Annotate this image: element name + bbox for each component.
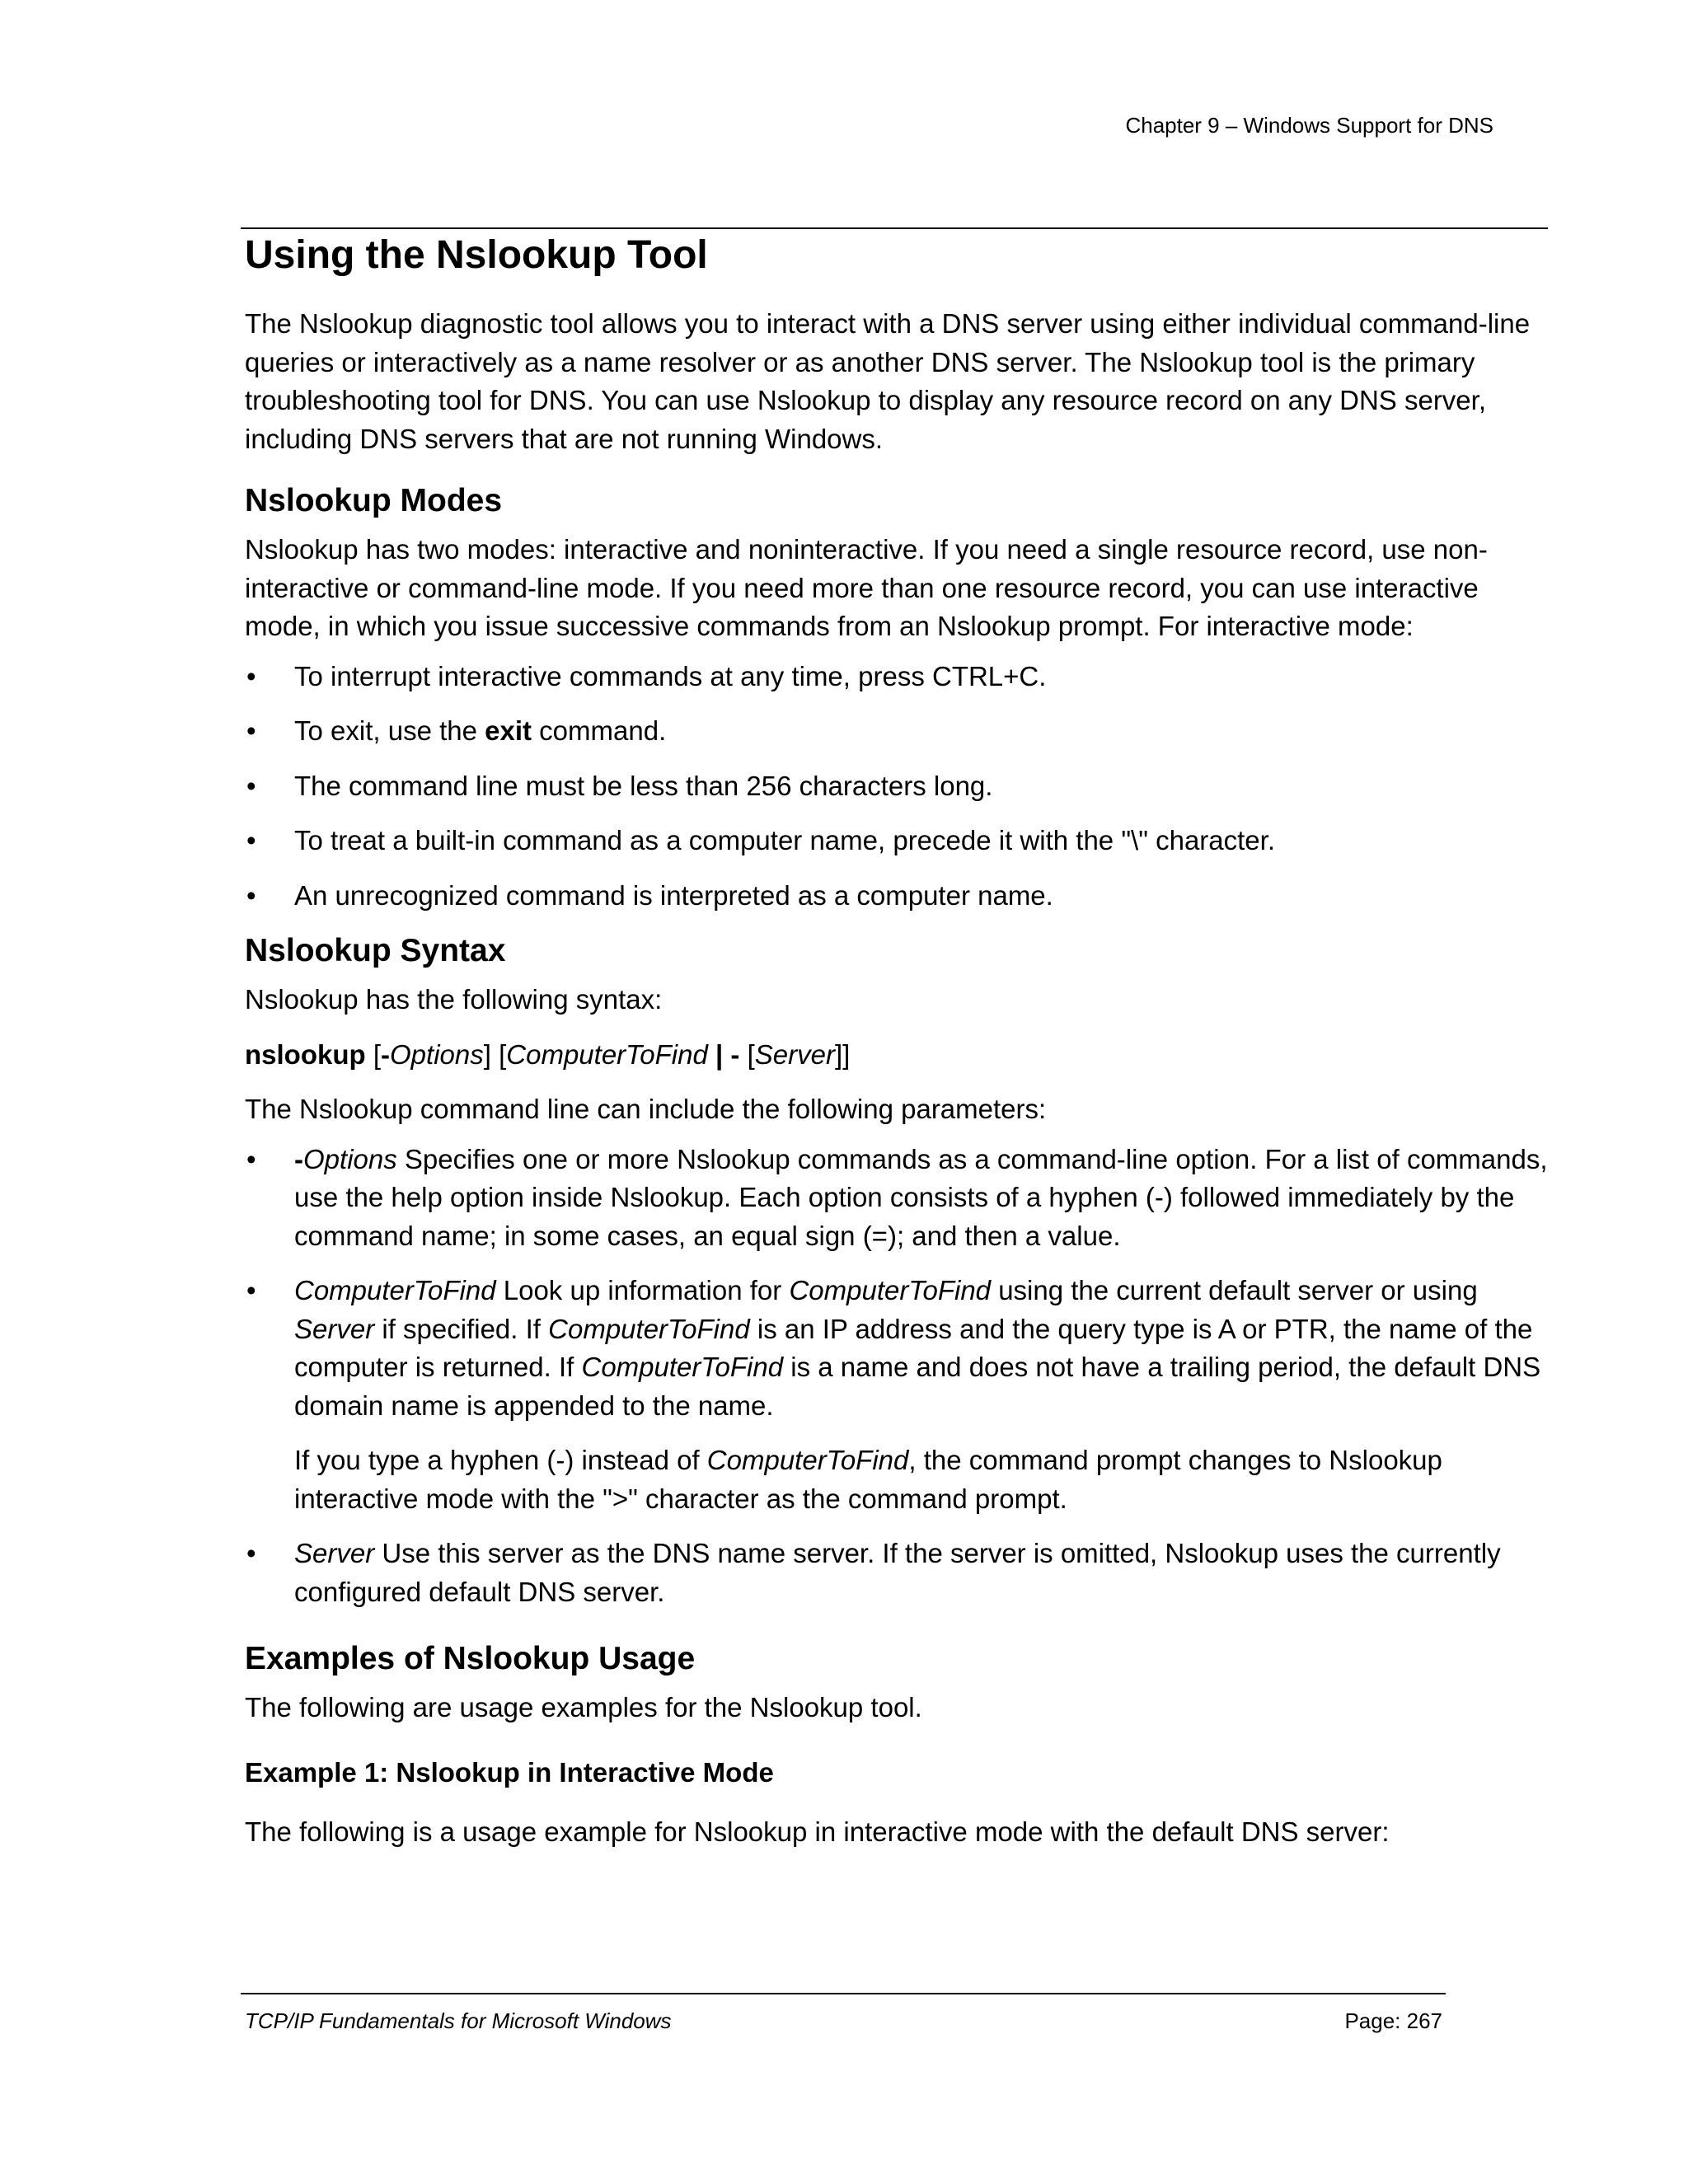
syntax-options: Options (390, 1038, 484, 1070)
param-ref: ComputerToFind (581, 1352, 784, 1382)
param-description: if specified. If (374, 1313, 549, 1344)
param-description: is an IP address and the query type is A or PTR, the name of the computer is returned. If (294, 1313, 1533, 1382)
param-ref: ComputerToFind (548, 1313, 750, 1344)
header-rule (241, 227, 1548, 229)
list-item-text: The command line must be less than 256 characters long. (294, 770, 993, 801)
params-intro: The Nslookup command line can include the following parameters: (245, 1094, 1047, 1124)
exit-command: exit (485, 715, 532, 746)
footer-page-number: Page: 267 (1344, 2008, 1442, 2033)
param-name: ComputerToFind (294, 1275, 496, 1305)
footer-book-title: TCP/IP Fundamentals for Microsoft Windows (245, 2008, 672, 2033)
modes-bullet-list (245, 658, 1555, 916)
syntax-heading: Nslookup Syntax (245, 933, 506, 968)
example1-paragraph: The following is a usage example for Nslookup in interactive mode with the default DNS server: (245, 1816, 1390, 1847)
syntax-computer-to-find: ComputerToFind (506, 1038, 708, 1070)
list-item (245, 877, 1555, 916)
param-description: is a name and does not have a trailing period, the default DNS domain name is appended to the name. (294, 1352, 1541, 1421)
list-item (245, 1141, 1555, 1256)
list-item (245, 1272, 1555, 1425)
param-description: using the current default server or using (991, 1275, 1478, 1305)
footer-rule (241, 1993, 1446, 1994)
example1-heading: Example 1: Nslookup in Interactive Mode (245, 1756, 774, 1788)
syntax-server: Server (754, 1038, 835, 1070)
params-bullet-list-2 (245, 1535, 1555, 1611)
note-text: , the command prompt changes to Nslookup interactive mode with the ">" character as the command prompt. (294, 1445, 1442, 1514)
params-bullet-list (245, 1141, 1555, 1426)
syntax-bracket: [ (365, 1038, 382, 1070)
bullet-glyph: • (246, 715, 256, 746)
list-item-text: command. (532, 715, 667, 746)
syntax-dash: - (730, 1038, 740, 1070)
syntax-line (245, 1036, 1555, 1075)
syntax-pipe: | (715, 1038, 724, 1070)
param-ref: Server (294, 1313, 375, 1344)
list-item (245, 658, 1555, 696)
bullet-glyph: • (246, 879, 256, 911)
param-description: Specifies one or more Nslookup commands as a command-line option. For a list of commands, use the help option inside Nslookup. Each option consists of a hyphen (-) followed immediately by the command name; in some cases, an equal sign (=); and then a value. (294, 1143, 1548, 1251)
examples-paragraph: The following are usage examples for the Nslookup tool. (245, 1692, 922, 1722)
list-item (245, 767, 1555, 806)
param-name: Options (303, 1143, 397, 1174)
list-item (245, 712, 1555, 751)
bullet-glyph: • (246, 770, 256, 801)
note-text: If you type a hyphen (-) instead of (294, 1445, 707, 1475)
running-header: Chapter 9 – Windows Support for DNS (1125, 113, 1493, 138)
list-item (245, 1535, 1555, 1611)
bullet-glyph: • (246, 1275, 256, 1305)
syntax-space (708, 1039, 715, 1070)
list-item-text: To treat a built-in command as a computer name, precede it with the "\" character. (294, 825, 1275, 855)
modes-paragraph: Nslookup has two modes: interactive and noninteractive. If you need a single resource record, use non-interactive or command-line mode. If you need more than one resource record, you can use interactive mode, in which you issue successive commands from an Nslookup prompt. For interactive mode: (245, 534, 1488, 641)
list-item-text: To interrupt interactive commands at any time, press CTRL+C. (294, 660, 1047, 691)
syntax-command: nslookup (245, 1038, 366, 1070)
hyphen-note (245, 1441, 1555, 1518)
syntax-bracket: ]] (834, 1038, 851, 1070)
bullet-glyph: • (246, 1143, 256, 1174)
bullet-glyph: • (246, 660, 256, 691)
param-ref: ComputerToFind (706, 1445, 909, 1475)
syntax-bracket: ] [ (483, 1038, 507, 1070)
syntax-paragraph: Nslookup has the following syntax: (245, 984, 663, 1015)
param-description: Look up information for (495, 1275, 790, 1305)
param-description: Use this server as the DNS name server. If the server is omitted, Nslookup uses the currently configured default DNS server. (294, 1538, 1501, 1607)
bullet-glyph: • (246, 1538, 256, 1568)
syntax-bracket: [ (739, 1038, 755, 1070)
list-item (245, 822, 1555, 860)
list-item-text: To exit, use the (294, 715, 485, 746)
bullet-glyph: • (246, 825, 256, 855)
examples-heading: Examples of Nslookup Usage (245, 1641, 696, 1676)
param-name: Server (294, 1538, 375, 1568)
modes-heading: Nslookup Modes (245, 483, 503, 518)
syntax-dash: - (381, 1038, 391, 1070)
page-content (245, 231, 1555, 1851)
param-ref: ComputerToFind (789, 1275, 992, 1305)
page-title: Using the Nslookup Tool (245, 233, 708, 277)
intro-paragraph: The Nslookup diagnostic tool allows you to interact with a DNS server using either individual command-line queries or interactively as a name resolver or as another DNS server. The Nslookup tool is the primary troubleshooting tool for DNS. You can use Nslookup to display any resource record on any DNS server, including DNS servers that are not running Windows. (245, 308, 1531, 454)
param-dash: - (294, 1143, 303, 1174)
list-item-text: An unrecognized command is interpreted as a computer name. (294, 879, 1053, 911)
